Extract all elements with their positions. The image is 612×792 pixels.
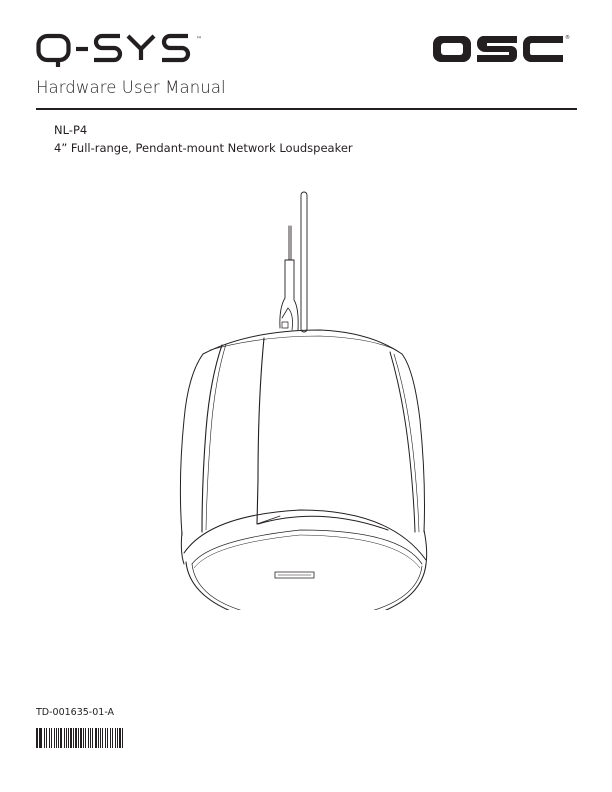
barcode-space xyxy=(123,728,124,748)
document-type-title: Hardware User Manual xyxy=(36,78,226,97)
speaker-illustration xyxy=(170,180,450,610)
trademark-mark: ™ xyxy=(196,36,202,43)
barcode xyxy=(36,728,164,748)
qsc-logo xyxy=(433,33,571,65)
header-divider xyxy=(36,108,577,110)
product-description: 4” Full-range, Pendant-mount Network Loudspeaker xyxy=(54,141,353,155)
registered-mark: ® xyxy=(565,35,570,41)
model-number: NL-P4 xyxy=(54,123,88,137)
document-number: TD-001635-01-A xyxy=(36,707,115,718)
qsys-logo xyxy=(36,30,216,68)
cable-clamp xyxy=(280,260,298,330)
mounting-rod xyxy=(301,192,307,332)
